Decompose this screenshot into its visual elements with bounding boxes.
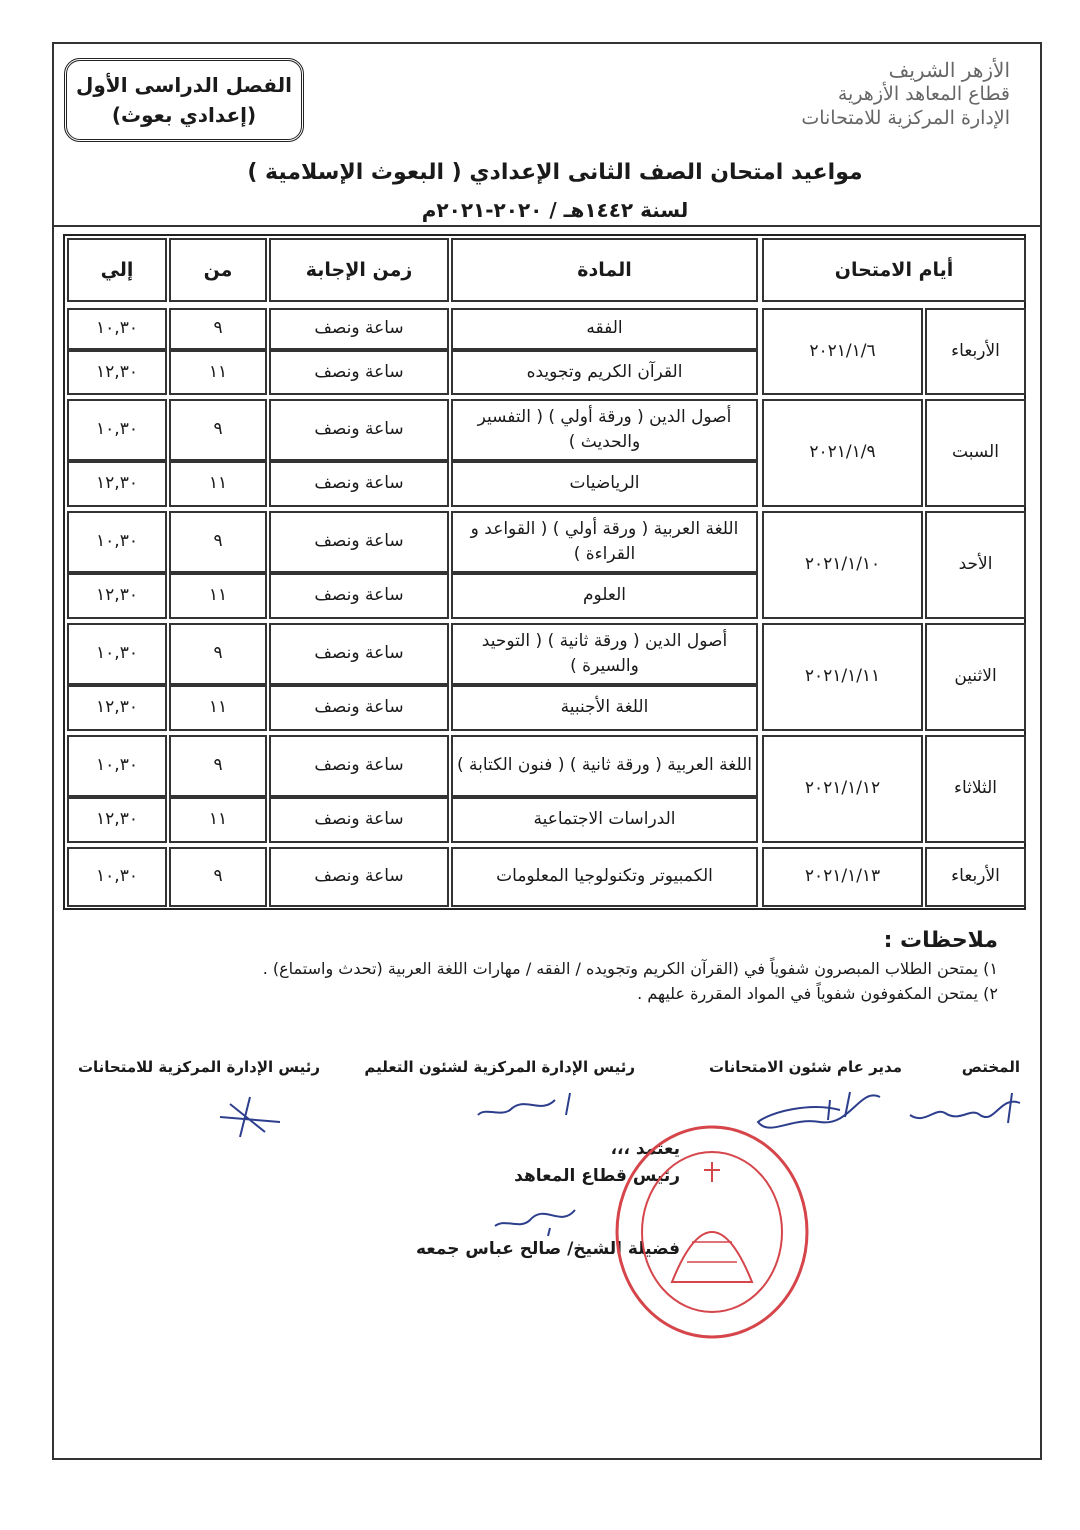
day-cell: الاثنين <box>925 623 1026 731</box>
duration-cell: ساعة ونصف <box>269 847 449 907</box>
note-item: ١) يمتحن الطلاب المبصرون شفوياً في (القرآن الكريم وتجويده / الفقه / مهارات اللغة العربية (تحدث واستماع) . <box>262 959 998 978</box>
header-duration: زمن الإجابة <box>269 238 449 302</box>
signature-specialist: المختص <box>961 1058 1020 1076</box>
duration-cell: ساعة ونصف <box>269 735 449 797</box>
official-stamp <box>612 1122 812 1342</box>
day-cell: الثلاثاء <box>925 735 1026 843</box>
program-label: (إعدادي بعوث) <box>111 103 257 127</box>
date-cell: ٢٠٢١/١/١٣ <box>762 847 923 907</box>
from-cell: ٩ <box>169 847 267 907</box>
subject-cell: الكمبيوتر وتكنولوجيا المعلومات <box>451 847 758 907</box>
date-cell: ٢٠٢١/١/٩ <box>762 399 923 507</box>
header-days: أيام الامتحان <box>762 238 1026 302</box>
exams-head-handwritten-signature <box>210 1092 290 1142</box>
notes-title: ملاحظات : <box>883 928 998 953</box>
exam-schedule-table <box>63 234 1026 910</box>
to-cell: ١٠,٣٠ <box>67 511 167 573</box>
to-cell: ١٢,٣٠ <box>67 350 167 395</box>
to-cell: ١٠,٣٠ <box>67 623 167 685</box>
from-cell: ٩ <box>169 399 267 461</box>
from-cell: ١١ <box>169 461 267 507</box>
day-cell: الأحد <box>925 511 1026 619</box>
day-cell: السبت <box>925 399 1026 507</box>
header-from: من <box>169 238 267 302</box>
day-cell: الأربعاء <box>925 847 1026 907</box>
subject-cell: الرياضيات <box>451 461 758 507</box>
to-cell: ١٠,٣٠ <box>67 399 167 461</box>
term-box <box>64 58 304 142</box>
duration-cell: ساعة ونصف <box>269 685 449 731</box>
duration-cell: ساعة ونصف <box>269 350 449 395</box>
from-cell: ١١ <box>169 685 267 731</box>
to-cell: ١٠,٣٠ <box>67 308 167 350</box>
approval-name: فضيلة الشيخ/ صالح عباس جمعه <box>415 1239 680 1260</box>
specialist-handwritten-signature <box>900 1085 1030 1135</box>
from-cell: ١١ <box>169 350 267 395</box>
to-cell: ١٠,٣٠ <box>67 735 167 797</box>
subject-cell: الدراسات الاجتماعية <box>451 797 758 843</box>
subject-cell: أصول الدين ( ورقة أولي ) ( التفسير والحديث ) <box>451 399 758 461</box>
duration-cell: ساعة ونصف <box>269 511 449 573</box>
page-title: مواعيد امتحان الصف الثانى الإعدادي ( البعوث الإسلامية ) <box>247 160 863 185</box>
subject-cell: اللغة الأجنبية <box>451 685 758 731</box>
page-subtitle: لسنة ١٤٤٢هـ / ٢٠٢٠-٢٠٢١م <box>421 198 689 222</box>
from-cell: ١١ <box>169 573 267 619</box>
header-subject: المادة <box>451 238 758 302</box>
from-cell: ١١ <box>169 797 267 843</box>
signature-general-manager: مدير عام شئون الامتحانات <box>708 1058 902 1076</box>
org-line-1: الأزهر الشريف <box>888 58 1010 82</box>
organization-header <box>710 58 1010 131</box>
from-cell: ٩ <box>169 511 267 573</box>
duration-cell: ساعة ونصف <box>269 461 449 507</box>
note-item: ٢) يمتحن المكفوفون شفوياً في المواد المقررة عليهم . <box>637 984 998 1003</box>
notes-section <box>98 928 998 1003</box>
subject-cell: العلوم <box>451 573 758 619</box>
term-label: الفصل الدراسى الأول <box>76 73 292 97</box>
to-cell: ١٠,٣٠ <box>67 847 167 907</box>
signature-education-head: رئيس الإدارة المركزية لشئون التعليم <box>364 1058 635 1076</box>
subject-cell: اللغة العربية ( ورقة أولي ) ( القواعد و القراءة ) <box>451 511 758 573</box>
header-divider <box>52 225 1042 227</box>
from-cell: ٩ <box>169 735 267 797</box>
from-cell: ٩ <box>169 308 267 350</box>
approval-label: يعتمد ،،، <box>610 1139 680 1159</box>
org-line-2: قطاع المعاهد الأزهرية <box>837 83 1010 105</box>
day-cell: الأربعاء <box>925 308 1026 395</box>
approval-position: رئيس قطاع المعاهد <box>514 1166 680 1187</box>
header-to: إلي <box>67 238 167 302</box>
date-cell: ٢٠٢١/١/١٢ <box>762 735 923 843</box>
signature-exams-head: رئيس الإدارة المركزية للامتحانات <box>77 1058 320 1076</box>
date-cell: ٢٠٢١/١/٦ <box>762 308 923 395</box>
to-cell: ١٢,٣٠ <box>67 461 167 507</box>
duration-cell: ساعة ونصف <box>269 623 449 685</box>
duration-cell: ساعة ونصف <box>269 573 449 619</box>
org-line-3: الإدارة المركزية للامتحانات <box>801 106 1010 129</box>
duration-cell: ساعة ونصف <box>269 308 449 350</box>
subject-cell: الفقه <box>451 308 758 350</box>
to-cell: ١٢,٣٠ <box>67 797 167 843</box>
date-cell: ٢٠٢١/١/١٠ <box>762 511 923 619</box>
approval-handwritten-signature <box>490 1198 580 1238</box>
education-head-handwritten-signature <box>470 1085 580 1125</box>
subject-cell: أصول الدين ( ورقة ثانية ) ( التوحيد والسيرة ) <box>451 623 758 685</box>
subject-cell: اللغة العربية ( ورقة ثانية ) ( فنون الكتابة ) <box>451 735 758 797</box>
date-cell: ٢٠٢١/١/١١ <box>762 623 923 731</box>
to-cell: ١٢,٣٠ <box>67 573 167 619</box>
duration-cell: ساعة ونصف <box>269 797 449 843</box>
duration-cell: ساعة ونصف <box>269 399 449 461</box>
to-cell: ١٢,٣٠ <box>67 685 167 731</box>
subject-cell: القرآن الكريم وتجويده <box>451 350 758 395</box>
from-cell: ٩ <box>169 623 267 685</box>
